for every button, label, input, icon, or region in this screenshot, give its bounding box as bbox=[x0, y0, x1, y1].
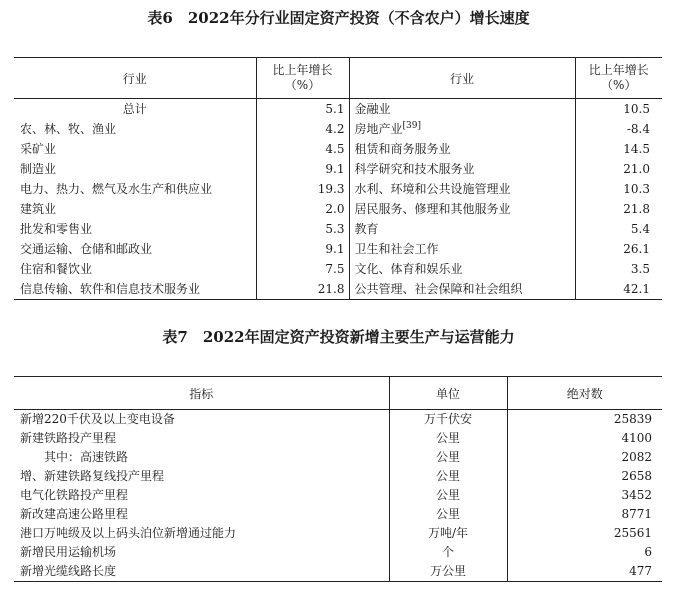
growth-header bbox=[256, 58, 349, 99]
industry-header: 行业 bbox=[14, 58, 256, 99]
industry-growth-table bbox=[14, 57, 662, 300]
unit-header: 单位 bbox=[389, 377, 507, 410]
right-industry-name: 卫生和社会工作 bbox=[354, 242, 439, 256]
table6-title: 表6 2022年分行业固定资产投资（不含农户）增长速度 bbox=[147, 9, 530, 27]
table-row bbox=[14, 239, 662, 259]
unit-value: 万公里 bbox=[389, 562, 507, 582]
left-industry-name: 电力、热力、燃气及水生产和供应业 bbox=[20, 182, 213, 196]
right-industry-name: 科学研究和技术服务业 bbox=[354, 162, 475, 176]
right-industry-name: 金融业 bbox=[354, 102, 391, 116]
right-growth-value: 42.1 bbox=[575, 279, 662, 300]
right-growth-value: 5.4 bbox=[575, 219, 662, 239]
absolute-value: 2658 bbox=[621, 469, 652, 483]
unit-value: 个 bbox=[389, 543, 507, 562]
table-row bbox=[14, 279, 662, 300]
table-row bbox=[14, 159, 662, 179]
unit-value: 公里 bbox=[389, 429, 507, 448]
left-industry-name: 信息传输、软件和信息技术服务业 bbox=[20, 282, 201, 296]
right-industry-name bbox=[349, 119, 575, 139]
table-header-row bbox=[14, 58, 662, 99]
right-growth-value: 10.5 bbox=[575, 99, 662, 120]
table-row bbox=[14, 179, 662, 199]
indicator-name: 港口万吨级及以上码头泊位新增通过能力 bbox=[20, 526, 237, 540]
unit-value: 公里 bbox=[389, 448, 507, 467]
table-row bbox=[14, 139, 662, 159]
right-industry-name: 居民服务、修理和其他服务业 bbox=[354, 202, 511, 216]
right-industry-name: 公共管理、社会保障和社会组织 bbox=[354, 282, 523, 296]
unit-value: 公里 bbox=[389, 505, 507, 524]
indicator-name: 新增220千伏及以上变电设备 bbox=[20, 412, 175, 426]
left-growth-value: 4.5 bbox=[256, 139, 349, 159]
absolute-value: 25839 bbox=[613, 412, 652, 426]
right-industry-name: 租赁和商务服务业 bbox=[354, 142, 451, 156]
growth-header-line1: 比上年增长 bbox=[588, 63, 649, 77]
industry-header: 行业 bbox=[349, 58, 575, 99]
industry-growth-body bbox=[14, 99, 662, 300]
left-growth-value: 2.0 bbox=[256, 199, 349, 219]
indicator-name: 增、新建铁路复线投产里程 bbox=[20, 469, 165, 483]
table-row bbox=[14, 562, 662, 582]
left-growth-value: 21.8 bbox=[256, 279, 349, 300]
indicator-name: 新增民用运输机场 bbox=[20, 545, 117, 559]
table7-title: 表7 2022年固定资产投资新增主要生产与运营能力 bbox=[162, 328, 515, 346]
table-header-row bbox=[14, 377, 662, 410]
absolute-header: 绝对数 bbox=[507, 377, 662, 410]
absolute-value: 25561 bbox=[613, 526, 652, 540]
footnote-marker: [39] bbox=[402, 121, 421, 131]
indicator-name: 新增光缆线路长度 bbox=[20, 564, 117, 578]
right-growth-value: 14.5 bbox=[575, 139, 662, 159]
growth-header-line1: 比上年增长 bbox=[272, 63, 333, 77]
table-row bbox=[14, 524, 662, 543]
table-row bbox=[14, 410, 662, 430]
table-row bbox=[14, 199, 662, 219]
table-row bbox=[14, 448, 662, 467]
left-growth-value: 4.2 bbox=[256, 119, 349, 139]
absolute-value: 4100 bbox=[621, 431, 652, 445]
unit-value: 公里 bbox=[389, 467, 507, 486]
left-growth-value: 19.3 bbox=[256, 179, 349, 199]
left-growth-value: 5.3 bbox=[256, 219, 349, 239]
indicator-name: 电气化铁路投产里程 bbox=[20, 488, 129, 502]
indicator-header: 指标 bbox=[14, 377, 389, 410]
left-industry-name: 住宿和餐饮业 bbox=[20, 262, 93, 276]
left-industry-name: 农、林、牧、渔业 bbox=[20, 122, 117, 136]
indicator-name: 新改建高速公路里程 bbox=[20, 507, 129, 521]
table-row bbox=[14, 467, 662, 486]
left-growth-value: 7.5 bbox=[256, 259, 349, 279]
right-industry-name: 教育 bbox=[354, 222, 379, 236]
table-row bbox=[14, 219, 662, 239]
left-industry-name: 交通运输、仓储和邮政业 bbox=[20, 242, 153, 256]
table-row bbox=[14, 259, 662, 279]
right-growth-value: 21.0 bbox=[575, 159, 662, 179]
left-industry-name: 建筑业 bbox=[20, 202, 57, 216]
absolute-value: 2082 bbox=[621, 450, 652, 464]
left-growth-value: 9.1 bbox=[256, 159, 349, 179]
capacity-table bbox=[14, 376, 662, 582]
right-growth-value: -8.4 bbox=[575, 119, 662, 139]
right-industry-name: 水利、环境和公共设施管理业 bbox=[354, 182, 511, 196]
right-growth-value: 21.8 bbox=[575, 199, 662, 219]
right-growth-value: 10.3 bbox=[575, 179, 662, 199]
table-row bbox=[14, 429, 662, 448]
right-growth-value: 26.1 bbox=[575, 239, 662, 259]
growth-header-line2: （%） bbox=[284, 78, 321, 92]
left-industry-name: 采矿业 bbox=[20, 142, 57, 156]
table-row bbox=[14, 99, 662, 120]
unit-value: 万吨/年 bbox=[389, 524, 507, 543]
absolute-value: 8771 bbox=[621, 507, 652, 521]
indicator-name: 其中：高速铁路 bbox=[44, 450, 129, 464]
left-industry-name: 批发和零售业 bbox=[20, 222, 93, 236]
left-growth-value: 9.1 bbox=[256, 239, 349, 259]
capacity-body bbox=[14, 410, 662, 582]
table-row bbox=[14, 119, 662, 139]
indicator-name: 新建铁路投产里程 bbox=[20, 431, 117, 445]
unit-value: 公里 bbox=[389, 486, 507, 505]
growth-header bbox=[575, 58, 662, 99]
left-industry-name: 制造业 bbox=[20, 162, 57, 176]
absolute-value: 477 bbox=[629, 564, 652, 578]
right-growth-value: 3.5 bbox=[575, 259, 662, 279]
absolute-value: 6 bbox=[644, 545, 652, 559]
growth-header-line2: （%） bbox=[601, 78, 637, 92]
table-row bbox=[14, 486, 662, 505]
left-growth-value: 5.1 bbox=[256, 99, 349, 120]
table-row bbox=[14, 543, 662, 562]
unit-value: 万千伏安 bbox=[389, 410, 507, 430]
right-industry-label: 房地产业 bbox=[354, 122, 403, 136]
right-industry-name: 文化、体育和娱乐业 bbox=[354, 262, 463, 276]
table-row bbox=[14, 505, 662, 524]
absolute-value: 3452 bbox=[621, 488, 652, 502]
left-industry-name: 总计 bbox=[122, 102, 147, 116]
